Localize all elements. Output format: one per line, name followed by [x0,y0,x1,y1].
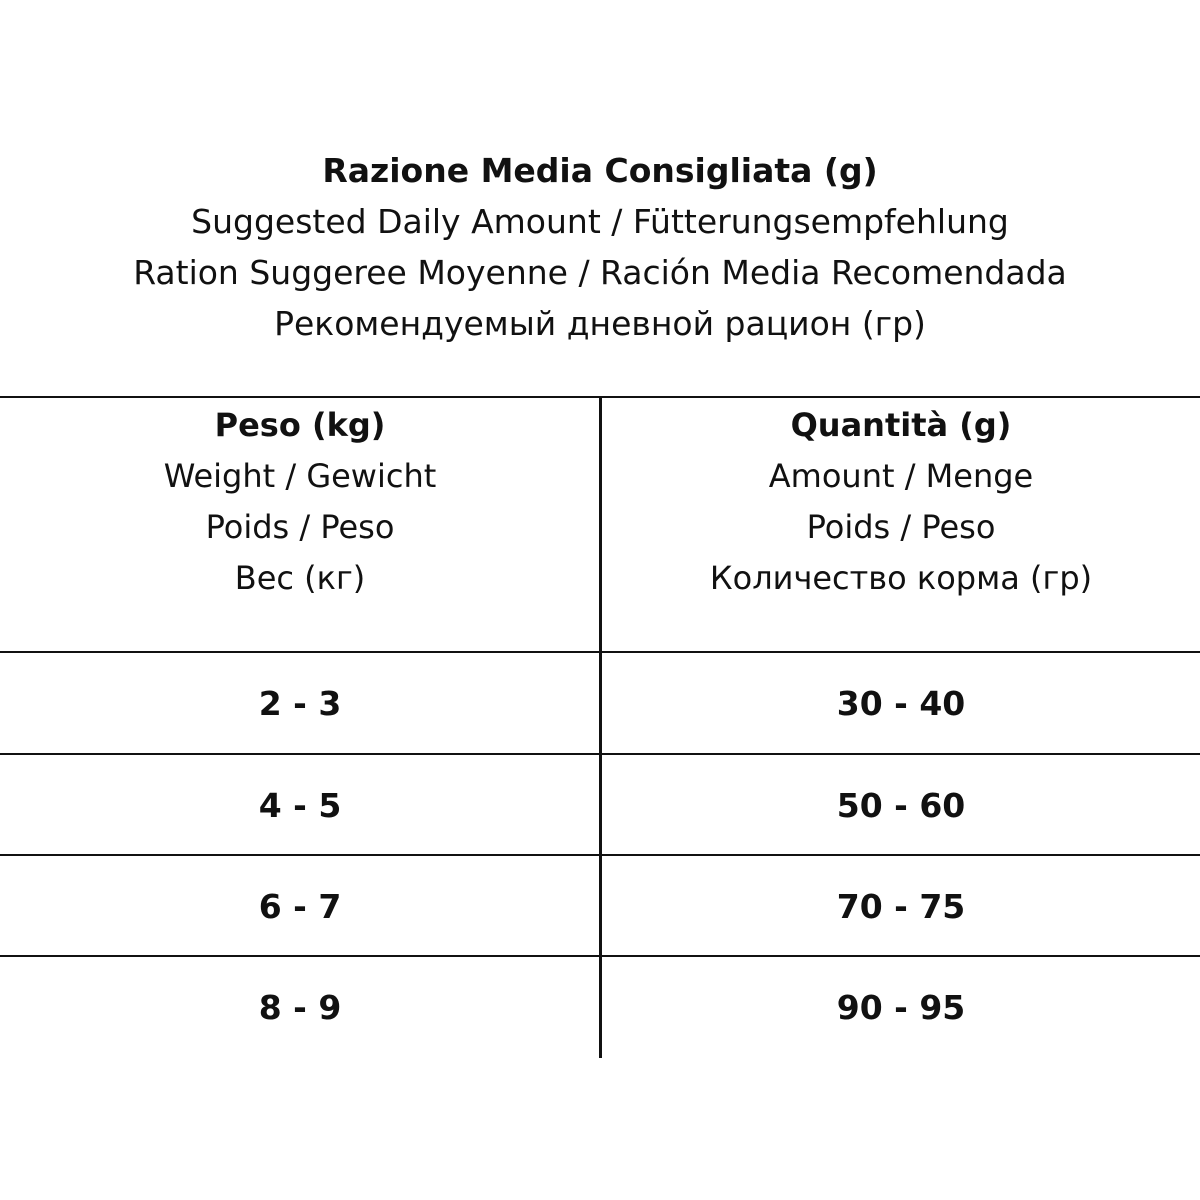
amount-header-english-german: Amount / Menge [768,457,1034,495]
amount-column-header [602,396,1200,604]
table-row-amount: 50 - 60 [836,786,966,825]
weight-header-french-spanish: Poids / Peso [205,508,395,546]
feeding-guide-title [0,145,1200,349]
table-row-amount: 30 - 40 [836,684,966,723]
amount-header-french-spanish: Poids / Peso [806,508,996,546]
table-row-weight: 6 - 7 [258,887,342,926]
title-italian: Razione Media Consigliata (g) [322,151,878,190]
amount-header-russian: Количество корма (гр) [709,559,1093,597]
amount-header-italian: Quantità (g) [790,406,1012,444]
table-row-weight: 8 - 9 [258,988,342,1027]
weight-header-italian: Peso (kg) [214,406,386,444]
table-row-weight: 4 - 5 [258,786,342,825]
table-row-amount: 90 - 95 [836,988,966,1027]
weight-column-header [0,396,600,604]
title-english-german: Suggested Daily Amount / Fütterungsempfehlung [191,202,1009,241]
title-french-spanish: Ration Suggeree Moyenne / Ración Media Recomendada [133,253,1067,292]
weight-header-english-german: Weight / Gewicht [163,457,437,495]
title-russian: Рекомендуемый дневной рацион (гр) [274,304,926,343]
feeding-table [0,396,1200,1058]
weight-header-russian: Вес (кг) [234,559,366,597]
table-row-weight: 2 - 3 [258,684,342,723]
table-row-amount: 70 - 75 [836,887,966,926]
